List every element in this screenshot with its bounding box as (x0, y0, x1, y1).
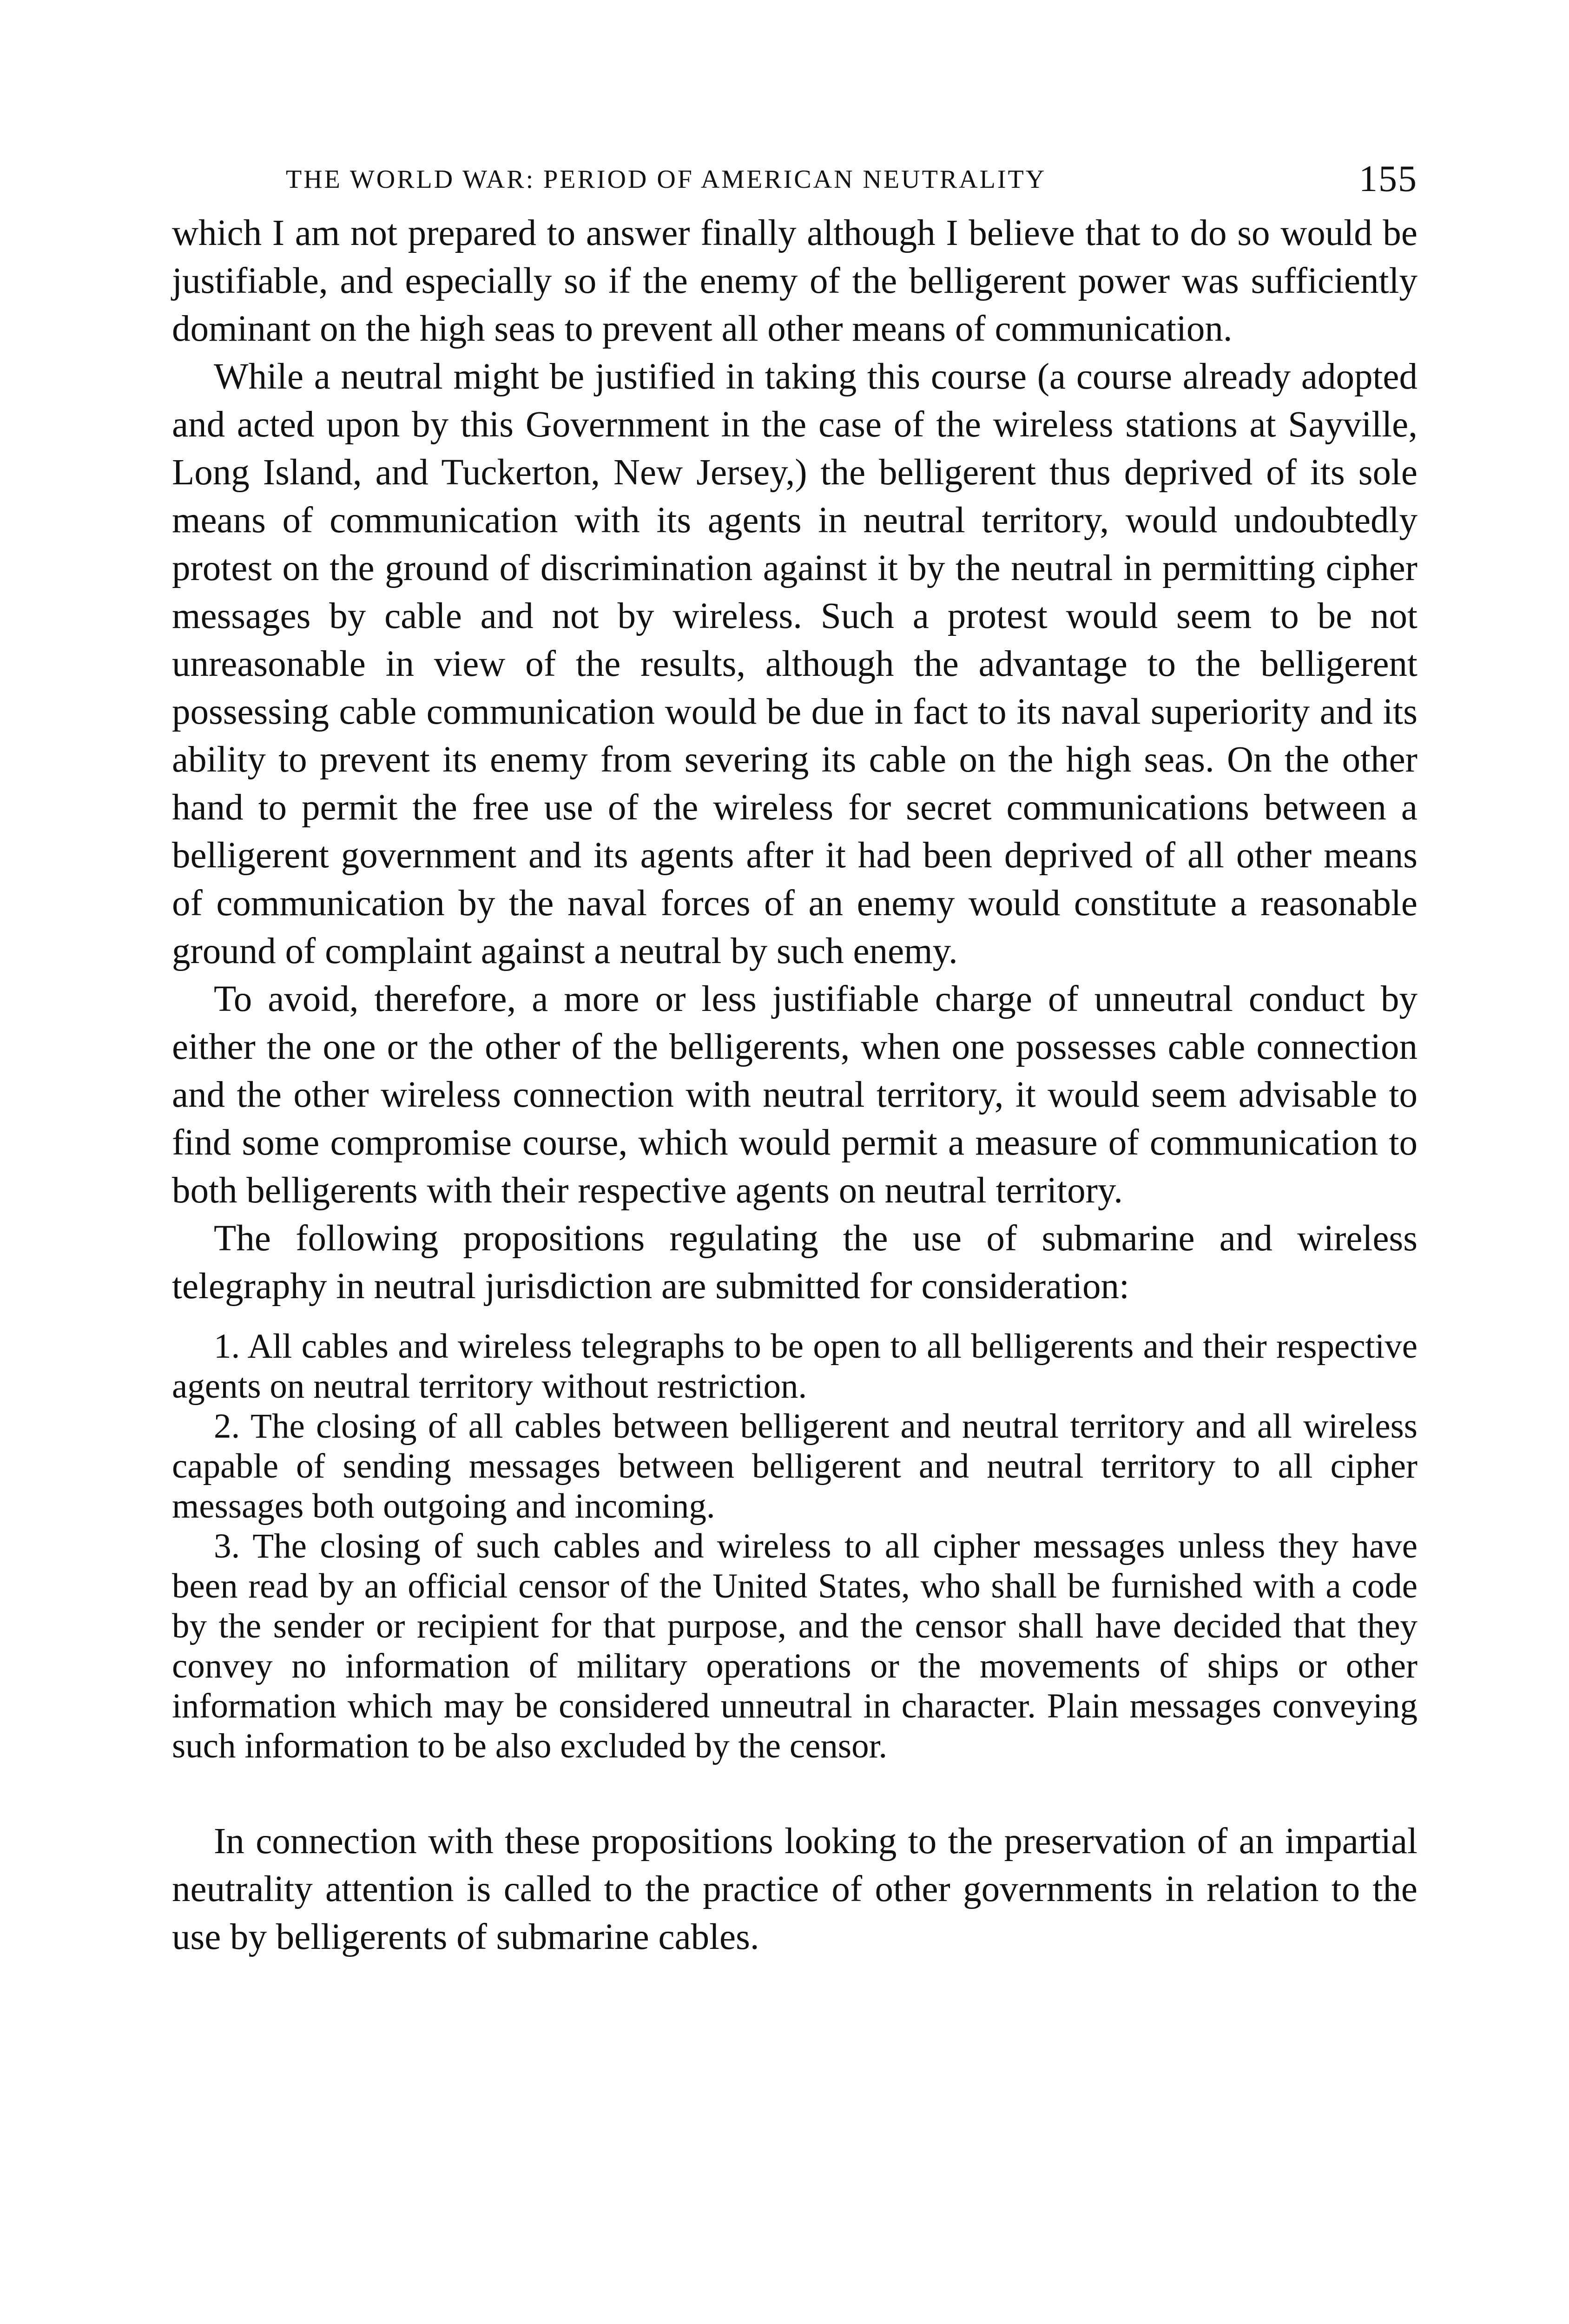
paragraph-continuation: which I am not prepared to answer finally although I believe that to do so would be justifiable, and especially so if the enemy of the belligerent power was sufficiently dominant on the high seas to prevent all other means of communication. (172, 213, 1417, 349)
document-page (172, 153, 1417, 1961)
proposition-item: 3. The closing of such cables and wireless to all cipher messages unless they have been read by an official censor of the United States, who shall be furnished with a code by the sender or recipient for that purpose, and the censor shall have decided that they convey no information of military operations or the movements of ships or other information which may be considered unneutral in character. Plain messages conveying such information to be also excluded by the censor. (172, 1527, 1417, 1765)
running-title: THE WORLD WAR: PERIOD OF AMERICAN NEUTRALITY (286, 165, 1047, 194)
running-head (172, 153, 1417, 209)
paragraph-neutral-justification: While a neutral might be justified in taking this course (a course already adopted and acted upon by this Government in the case of the wireless stations at Sayville, Long Island, and Tuckerton, New Jersey,) the belligerent thus deprived of its sole means of communication with its agents in neutral territory, would undoubtedly protest on the ground of discrimination against it by the neutral in permitting cipher messages by cable and not by wireless. Such a protest would seem to be not unreasonable in view of the results, although the advantage to the belligerent possessing cable communication would be due in fact to its naval superiority and its ability to prevent its enemy from severing its cable on the high seas. On the other hand to permit the free use of the wireless for secret communications between a belligerent government and its agents after it had been deprived of all other means of communication by the naval forces of an enemy would constitute a reasonable ground of complaint against a neutral by such enemy. (172, 357, 1417, 971)
paragraph-compromise: To avoid, therefore, a more or less justifiable charge of unneutral conduct by either the one or the other of the belligerents, when one possesses cable connection and the other wireless connection with neutral territory, it would seem advisable to find some compromise course, which would permit a measure of communication to both belligerents with their respective agents on neutral territory. (172, 979, 1417, 1211)
propositions-list (172, 1327, 1417, 1766)
proposition-item: 1. All cables and wireless telegraphs to be open to all belligerents and their respective agents on neutral territory without restriction. (172, 1327, 1417, 1406)
body-text (172, 209, 1417, 1310)
paragraph-closing: In connection with these propositions looking to the preservation of an impartial neutrality attention is called to the practice of other governments in relation to the use by belligerents of submarine cables. (172, 1821, 1417, 1957)
proposition-item: 2. The closing of all cables between belligerent and neutral territory and all wireless capable of sending messages between belligerent and neutral territory to all cipher messages both outgoing and incoming. (172, 1407, 1417, 1525)
paragraph-propositions-intro: The following propositions regulating the use of submarine and wireless telegraphy in neutral jurisdiction are submitted for consideration: (172, 1218, 1417, 1307)
closing-section (172, 1817, 1417, 1961)
page-number: 155 (1359, 158, 1417, 199)
